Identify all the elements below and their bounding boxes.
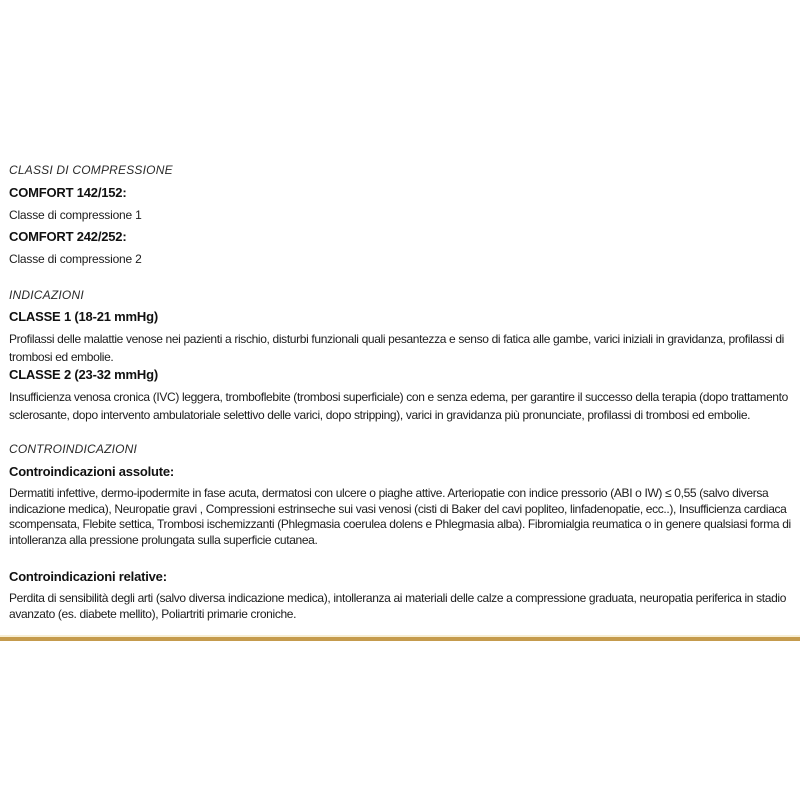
comfort-142-152-label: COMFORT 142/152: bbox=[9, 185, 127, 200]
comfort-142-152-text: Classe di compressione 1 bbox=[9, 208, 142, 222]
classe-1-paragraph: Profilassi delle malattie venose nei pazienti a rischio, disturbi funzionali quali pesantezza e senso di fatica alle gambe, varici iniziali in gravidanza, profilassi di trombosi ed embolie. bbox=[9, 332, 784, 364]
section-heading-controindicazioni: CONTROINDICAZIONI bbox=[9, 442, 138, 456]
classe-2-label: CLASSE 2 (23-32 mmHg) bbox=[9, 367, 158, 382]
gold-divider-bar bbox=[0, 635, 800, 641]
controindicazioni-relative-label: Controindicazioni relative: bbox=[9, 569, 167, 584]
comfort-242-252-text: Classe di compressione 2 bbox=[9, 252, 142, 266]
divider-gold-band bbox=[0, 637, 800, 641]
controindicazioni-assolute-label: Controindicazioni assolute: bbox=[9, 464, 175, 479]
classe-1-label: CLASSE 1 (18-21 mmHg) bbox=[9, 309, 158, 324]
controindicazioni-relative-paragraph: Perdita di sensibilità degli arti (salvo diversa indicazione medica), intolleranza ai materiali delle calze a compressione graduata, neuropatia periferica in stadio avanzato (es. diabete mellito), Poliartriti primarie croniche. bbox=[9, 591, 787, 621]
classe-2-paragraph: Insufficienza venosa cronica (IVC) leggera, tromboflebite (trombosi superficiale) con e senza edema, per garantire il successo della terapia (dopo trattamento sclerosante, dopo intervento ambulatoriale selettivo delle varici, dopo stripping), varici in gravidanza più pronunciate, profilassi di trombosi ed embolie. bbox=[9, 390, 788, 422]
section-heading-indicazioni: INDICAZIONI bbox=[9, 288, 84, 302]
comfort-242-252-label: COMFORT 242/252: bbox=[9, 229, 127, 244]
section-heading-classi-di-compressione: CLASSI DI COMPRESSIONE bbox=[9, 163, 173, 177]
controindicazioni-assolute-paragraph: Dermatiti infettive, dermo-ipodermite in fase acuta, dermatosi con ulcere o piaghe attive. Arteriopatie con indice pressorio (ABI o IW) ≤ 0,55 (salvo diversa indicazione medica), Neuropatie gravi , Compressioni estrinseche sui vasi venosi (cisti di Baker del cavi popliteo, linfadenopatie, ecc..), Insufficienza cardiaca scompensata, Flebite settica, Trombosi ischemizzanti (Phlegmasia coerulea dolens e Phlegmasia alba). Fibromialgia reumatica o in genere qualsiasi forma di intolleranza alla pressione prolungata sulla superficie cutanea. bbox=[9, 486, 791, 547]
